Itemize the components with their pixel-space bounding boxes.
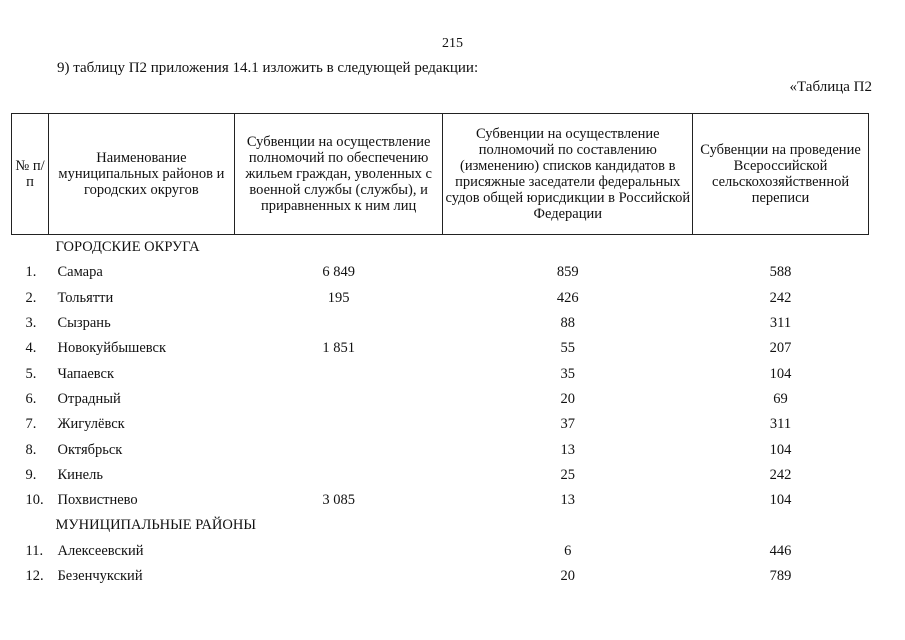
housing-subsidy-value [234,437,443,462]
section-row [12,513,869,538]
jurors-subsidy-value: 859 [556,264,579,281]
table-row [12,488,869,513]
municipality-name: Похвистнево [57,492,138,509]
housing-subsidy-value [234,387,443,412]
municipality-name: Жигулёвск [57,416,125,433]
table-row [12,539,869,564]
municipality-name: Самара [57,264,103,281]
row-number: 6. [25,390,37,407]
census-subsidy-value: 789 [769,568,792,584]
row-number: 1. [25,264,37,281]
housing-subsidy-value: 195 [327,289,350,306]
census-subsidy-value: 104 [769,492,792,509]
table-row [12,286,869,311]
census-subsidy-value: 311 [769,315,792,332]
row-number: 7. [25,416,37,433]
table-row [12,437,869,462]
header-census-subsidies: Субвенции на проведение Всероссийской сельскохозяйственной переписи [693,114,869,235]
page-number: 215 [442,36,463,51]
jurors-subsidy-value: 426 [556,289,579,306]
jurors-subsidy-value: 37 [560,416,576,433]
municipality-name: Новокуйбышевск [57,340,167,357]
census-subsidy-value: 242 [769,289,792,306]
subventions-table [11,113,869,589]
table-row [12,311,869,336]
section-title: ГОРОДСКИЕ ОКРУГА [55,239,200,256]
table-header [12,114,869,235]
table-row [12,564,869,589]
jurors-subsidy-value: 20 [560,568,576,584]
row-number: 4. [25,340,37,357]
jurors-subsidy-value: 13 [560,441,576,458]
municipality-name: Тольятти [57,289,114,306]
municipality-name: Безенчукский [57,568,143,584]
census-subsidy-value: 446 [769,542,792,559]
section-title: МУНИЦИПАЛЬНЫЕ РАЙОНЫ [55,517,256,534]
table-row [12,463,869,488]
census-subsidy-value: 104 [769,365,792,382]
table-row [12,387,869,412]
municipality-name: Октябрьск [57,441,123,458]
municipality-name: Сызрань [57,315,111,332]
header-housing-subsidies: Субвенции на осуществление полномочий по обеспечению жильем граждан, уволенных с военной службы (службы), и приравненных к ним лиц [234,114,443,235]
housing-subsidy-value [234,412,443,437]
housing-subsidy-value [234,463,443,488]
table-row [12,336,869,361]
jurors-subsidy-value: 55 [560,340,576,357]
row-number: 9. [25,466,37,483]
housing-subsidy-value [234,539,443,564]
housing-subsidy-value: 3 085 [322,492,355,509]
table-caption: «Таблица П2 [789,79,872,95]
table-body [12,235,869,590]
jurors-subsidy-value: 35 [560,365,576,382]
municipality-name: Кинель [57,466,103,483]
census-subsidy-value: 207 [769,340,792,357]
jurors-subsidy-value: 88 [560,315,576,332]
section-row [12,235,869,261]
municipality-name: Чапаевск [57,365,115,382]
housing-subsidy-value: 1 851 [322,340,355,357]
header-name: Наименование муниципальных районов и городских округов [48,114,234,235]
row-number: 3. [25,315,37,332]
census-subsidy-value: 104 [769,441,792,458]
row-number: 12. [25,568,44,584]
municipality-name: Алексеевский [57,542,144,559]
jurors-subsidy-value: 13 [560,492,576,509]
table-row [12,412,869,437]
census-subsidy-value: 69 [773,390,788,407]
intro-text: 9) таблицу П2 приложения 14.1 изложить в следующей редакции: [57,60,479,76]
jurors-subsidy-value: 25 [560,466,576,483]
census-subsidy-value: 242 [769,466,792,483]
row-number: 2. [25,289,37,306]
row-number: 10. [25,492,44,509]
jurors-subsidy-value: 6 [564,542,572,559]
header-jurors-subsidies: Субвенции на осуществление полномочий по составлению (изменению) списков кандидатов в присяжные заседатели федеральных судов общей юрисдикции в Российской Федерации [443,114,693,235]
census-subsidy-value: 311 [769,416,792,433]
header-num: № п/п [12,114,49,235]
census-subsidy-value: 588 [769,264,792,281]
table-row [12,361,869,386]
municipality-name: Отрадный [57,390,121,407]
row-number: 8. [25,441,37,458]
housing-subsidy-value [234,564,443,589]
jurors-subsidy-value: 20 [560,390,576,407]
housing-subsidy-value [234,361,443,386]
housing-subsidy-value: 6 849 [322,264,355,281]
table-row [12,260,869,285]
housing-subsidy-value [234,311,443,336]
row-number: 5. [25,365,37,382]
row-number: 11. [25,542,44,559]
